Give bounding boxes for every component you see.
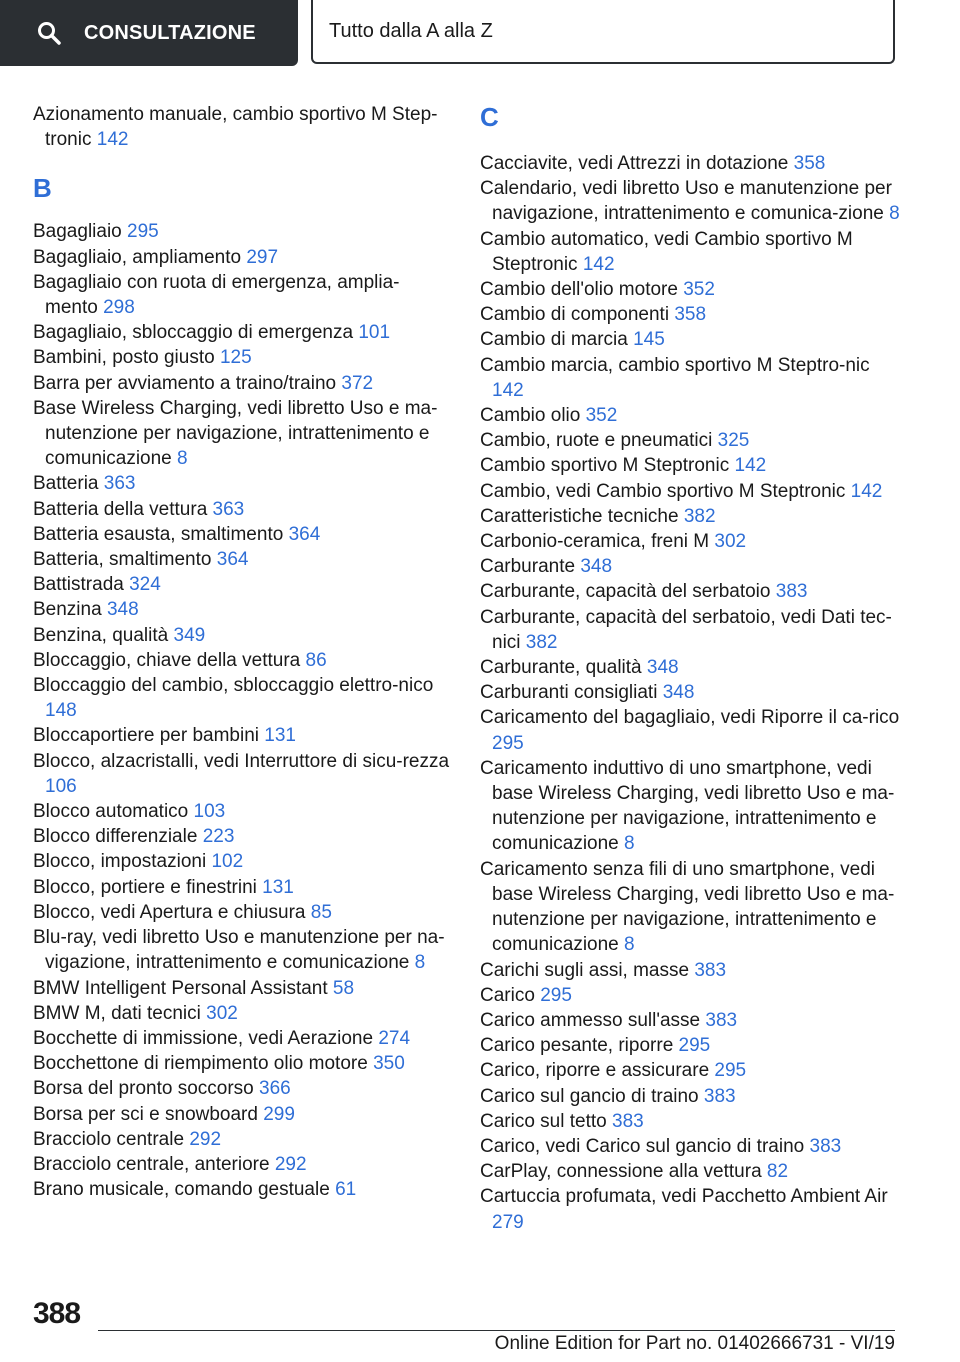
index-entry bbox=[33, 799, 451, 824]
entry-text: Caricamento induttivo di uno smartphone, vedi base Wireless Charging, vedi libretto Uso e ma‐nutenzione per navigazione, intrattenimento e comunicazione bbox=[480, 757, 895, 855]
page-reference-link[interactable]: 223 bbox=[202, 826, 235, 848]
entry-text: Cambio di marcia bbox=[480, 329, 628, 351]
page-reference-link[interactable]: 383 bbox=[809, 1135, 842, 1157]
index-entry bbox=[480, 983, 900, 1008]
page-reference-link[interactable]: 148 bbox=[45, 700, 77, 722]
entry-text: Bloccaggio, chiave della vettura bbox=[33, 649, 301, 671]
page-reference-link[interactable]: 8 bbox=[177, 448, 188, 470]
page-reference-link[interactable]: 382 bbox=[525, 631, 558, 653]
page-reference-link[interactable]: 131 bbox=[264, 725, 296, 747]
index-entry bbox=[33, 1102, 451, 1127]
page-reference-link[interactable]: 302 bbox=[206, 1002, 238, 1024]
index-entry bbox=[33, 245, 451, 270]
entry-text: Azionamento manuale, cambio sportivo M Step‐tronic bbox=[33, 104, 438, 151]
entry-text: Brano musicale, comando gestuale bbox=[33, 1179, 330, 1201]
search-icon bbox=[36, 20, 62, 46]
page-reference-link[interactable]: 295 bbox=[678, 1035, 711, 1057]
index-entry bbox=[33, 849, 451, 874]
consultazione-tab[interactable] bbox=[0, 0, 298, 66]
index-letter-heading: B bbox=[33, 173, 52, 204]
entry-text: Bagagliaio, ampliamento bbox=[33, 246, 242, 268]
index-entry bbox=[480, 453, 900, 478]
page-reference-link[interactable]: 295 bbox=[714, 1060, 747, 1082]
index-entry bbox=[480, 1033, 900, 1058]
footer-divider bbox=[98, 1330, 895, 1331]
index-entry bbox=[33, 1051, 451, 1076]
entry-text: Caricamento del bagagliaio, vedi Riporre il ca‐rico bbox=[480, 707, 900, 729]
index-entry bbox=[33, 345, 451, 370]
page-reference-link[interactable]: 358 bbox=[793, 153, 826, 174]
entry-text: Blocco, vedi Apertura e chiusura bbox=[33, 901, 306, 923]
page-reference-link[interactable]: 383 bbox=[705, 1009, 738, 1031]
index-entry bbox=[33, 547, 451, 572]
index-entry bbox=[480, 227, 900, 277]
entry-text: Benzina, qualità bbox=[33, 624, 169, 646]
index-entry bbox=[33, 371, 451, 396]
page-reference-link[interactable]: 131 bbox=[262, 876, 294, 898]
page-reference-link[interactable]: 366 bbox=[259, 1078, 291, 1100]
entry-text: Carburante bbox=[480, 556, 576, 578]
page-reference-link[interactable]: 292 bbox=[274, 1153, 307, 1175]
entry-text: Cambio dell'olio motore bbox=[480, 279, 678, 301]
entry-text: Carico, vedi Carico sul gancio di traino bbox=[480, 1135, 805, 1157]
entry-text: Carico pesante, riporre bbox=[480, 1035, 674, 1057]
page-reference-link[interactable]: 61 bbox=[335, 1179, 357, 1201]
index-entry bbox=[480, 428, 900, 453]
page-reference-link[interactable]: 142 bbox=[96, 129, 129, 151]
index-entry bbox=[33, 1001, 451, 1026]
page-reference-link[interactable]: 295 bbox=[540, 984, 572, 1006]
index-entry bbox=[33, 572, 451, 597]
index-letter-heading: C bbox=[480, 102, 499, 132]
entry-text: Base Wireless Charging, vedi libretto Uso e ma‐nutenzione per navigazione, intrattenimento e comunicazione bbox=[33, 397, 438, 470]
page-reference-link[interactable]: 298 bbox=[103, 297, 135, 319]
index-entry bbox=[480, 1184, 900, 1234]
entry-text: Cambio, ruote e pneumatici bbox=[480, 430, 713, 452]
edition-info: Online Edition for Part no. 01402666731 - VI/19 bbox=[494, 1333, 895, 1354]
page-reference-link[interactable]: 295 bbox=[127, 221, 159, 243]
index-entry bbox=[480, 1008, 900, 1033]
page-reference-link[interactable]: 363 bbox=[212, 498, 245, 520]
index-entry bbox=[33, 1177, 451, 1202]
page-reference-link[interactable]: 302 bbox=[714, 531, 747, 553]
entry-text: Batteria esausta, smaltimento bbox=[33, 523, 284, 545]
page-reference-link[interactable]: 383 bbox=[775, 581, 808, 603]
page-reference-link[interactable]: 383 bbox=[703, 1085, 736, 1107]
index-entry bbox=[33, 497, 451, 522]
entry-text: Carburante, qualità bbox=[480, 657, 642, 679]
index-entry bbox=[480, 479, 900, 504]
page-reference-link[interactable]: 82 bbox=[766, 1161, 789, 1183]
page-reference-link[interactable]: 348 bbox=[106, 599, 139, 621]
page-reference-link[interactable]: 142 bbox=[582, 253, 615, 275]
entry-text: Bracciolo centrale bbox=[33, 1128, 185, 1150]
page-reference-link[interactable]: 106 bbox=[45, 775, 77, 797]
index-entry bbox=[480, 1159, 900, 1184]
entry-text: Cambio marcia, cambio sportivo M Steptro‐nic bbox=[480, 354, 870, 376]
entry-text: Carico ammesso sull'asse bbox=[480, 1009, 701, 1031]
index-entry bbox=[480, 302, 900, 327]
entry-text: BMW M, dati tecnici bbox=[33, 1002, 201, 1024]
index-entry bbox=[480, 504, 900, 529]
entry-text: Carbonio-ceramica, freni M bbox=[480, 531, 710, 553]
entry-text: Carburante, capacità del serbatoio, vedi Dati tec‐nici bbox=[480, 606, 892, 653]
entry-text: Cartuccia profumata, vedi Pacchetto Ambient Air bbox=[480, 1186, 888, 1208]
entry-text: Bocchette di immissione, vedi Aerazione bbox=[33, 1027, 374, 1049]
entry-text: Cambio, vedi Cambio sportivo M Steptronic bbox=[480, 480, 846, 502]
index-entry bbox=[480, 958, 900, 983]
entry-text: Carico bbox=[480, 984, 535, 1006]
page-reference-link[interactable]: 364 bbox=[288, 523, 321, 545]
entry-text: Blocco, impostazioni bbox=[33, 851, 207, 873]
index-entry bbox=[33, 925, 451, 975]
page-reference-link[interactable]: 348 bbox=[646, 657, 679, 679]
page-reference-link[interactable]: 372 bbox=[341, 372, 374, 394]
entry-text: Batteria bbox=[33, 473, 99, 495]
entry-text: Carichi sugli assi, masse bbox=[480, 959, 690, 981]
index-entry bbox=[33, 1026, 451, 1051]
entry-text: Benzina bbox=[33, 599, 102, 621]
entry-text: Caricamento senza fili di uno smartphone, vedi base Wireless Charging, vedi libretto Uso e ma‐nutenzione per navigazione, intrattenimento e comunicazione bbox=[480, 858, 895, 956]
index-entry bbox=[33, 471, 451, 496]
entry-text: Carico sul tetto bbox=[480, 1110, 607, 1132]
index-entry bbox=[480, 1084, 900, 1109]
index-entry bbox=[480, 151, 900, 176]
index-entry bbox=[33, 320, 451, 345]
index-entry bbox=[480, 327, 900, 352]
page-reference-link[interactable]: 382 bbox=[683, 505, 716, 527]
entry-text: Cambio di componenti bbox=[480, 304, 670, 326]
index-entry bbox=[480, 705, 900, 755]
entry-text: Bracciolo centrale, anteriore bbox=[33, 1153, 270, 1175]
entry-text: Cambio sportivo M Steptronic bbox=[480, 455, 730, 477]
index-entry bbox=[33, 623, 451, 648]
index-entry bbox=[480, 403, 900, 428]
entry-text: Blocco, portiere e finestrini bbox=[33, 876, 257, 898]
page-reference-link[interactable]: 299 bbox=[263, 1103, 295, 1125]
index-entry bbox=[480, 353, 900, 403]
page-reference-link[interactable]: 348 bbox=[580, 556, 613, 578]
index-entry bbox=[480, 176, 900, 226]
entry-text: Cambio automatico, vedi Cambio sportivo M Steptronic bbox=[480, 228, 853, 275]
page-reference-link[interactable]: 349 bbox=[173, 624, 206, 646]
index-entry bbox=[33, 597, 451, 622]
index-entry bbox=[480, 579, 900, 604]
entry-text: Cacciavite, vedi Attrezzi in dotazione bbox=[480, 153, 789, 174]
page-reference-link[interactable]: 324 bbox=[129, 574, 161, 596]
index-entry bbox=[33, 673, 451, 723]
entry-text: Carico, riporre e assicurare bbox=[480, 1060, 710, 1082]
page-reference-link[interactable]: 8 bbox=[414, 952, 426, 974]
page-reference-link[interactable]: 297 bbox=[246, 246, 279, 268]
page-reference-link[interactable]: 8 bbox=[624, 934, 635, 956]
page-reference-link[interactable]: 348 bbox=[662, 682, 695, 704]
entry-text: Caratteristiche tecniche bbox=[480, 505, 679, 527]
page-reference-link[interactable]: 101 bbox=[358, 322, 391, 344]
index-entry bbox=[33, 875, 451, 900]
index-entry bbox=[33, 1152, 451, 1177]
page-reference-link[interactable]: 364 bbox=[216, 549, 249, 571]
index-entry bbox=[480, 857, 900, 958]
index-entry bbox=[480, 1058, 900, 1083]
page-reference-link[interactable]: 58 bbox=[332, 977, 355, 999]
page-reference-link[interactable]: 142 bbox=[734, 455, 767, 477]
page-header bbox=[0, 0, 960, 66]
page-reference-link[interactable]: 325 bbox=[717, 430, 750, 452]
page-reference-link[interactable]: 142 bbox=[492, 379, 524, 401]
index-entry bbox=[33, 976, 451, 1001]
page-reference-link[interactable]: 8 bbox=[624, 833, 635, 855]
entry-text: Cambio olio bbox=[480, 405, 581, 427]
index-column-left bbox=[33, 102, 451, 1202]
entry-text: Calendario, vedi libretto Uso e manutenzione per navigazione, intrattenimento e comunica‐zione bbox=[480, 178, 892, 225]
page-reference-link[interactable]: 279 bbox=[492, 1211, 524, 1233]
entry-text: Carburante, capacità del serbatoio bbox=[480, 581, 771, 603]
index-entry bbox=[480, 277, 900, 302]
page-reference-link[interactable]: 350 bbox=[373, 1053, 405, 1075]
index-entry bbox=[33, 396, 451, 472]
entry-text: Bagagliaio, sbloccaggio di emergenza bbox=[33, 322, 354, 344]
page-reference-link[interactable]: 142 bbox=[850, 480, 883, 502]
index-entry bbox=[480, 655, 900, 680]
index-entry bbox=[480, 680, 900, 705]
index-entry bbox=[33, 723, 451, 748]
entry-text: Borsa del pronto soccorso bbox=[33, 1078, 254, 1100]
page-number: 388 bbox=[33, 1297, 81, 1330]
section-label: CONSULTAZIONE bbox=[84, 21, 256, 44]
index-entry bbox=[33, 270, 451, 320]
page-reference-link[interactable]: 102 bbox=[211, 851, 244, 873]
index-entry bbox=[33, 824, 451, 849]
entry-text: Bambini, posto giusto bbox=[33, 347, 215, 369]
index-entry bbox=[480, 756, 900, 857]
page-reference-link[interactable]: 85 bbox=[310, 901, 332, 923]
index-entry bbox=[33, 749, 451, 799]
entry-text: Batteria, smaltimento bbox=[33, 549, 212, 571]
page-reference-link[interactable]: 103 bbox=[193, 801, 226, 823]
index-entry bbox=[33, 900, 451, 925]
index-entry bbox=[33, 1076, 451, 1101]
page-reference-link[interactable]: 145 bbox=[633, 329, 665, 351]
entry-text: Bagagliaio con ruota di emergenza, amplia‐mento bbox=[33, 271, 400, 319]
index-entry bbox=[480, 605, 900, 655]
page-reference-link[interactable]: 8 bbox=[889, 203, 900, 225]
index-entry bbox=[33, 1127, 451, 1152]
index-column-right bbox=[480, 102, 900, 1235]
entry-text: BMW Intelligent Personal Assistant bbox=[33, 977, 328, 999]
entry-text: Carburanti consigliati bbox=[480, 682, 658, 704]
entry-text: Blu-ray, vedi libretto Uso e manutenzione per na‐vigazione, intrattenimento e comunicazione bbox=[33, 927, 445, 974]
entry-text: Bloccaggio del cambio, sbloccaggio elettro‐nico bbox=[33, 675, 434, 697]
page-reference-link[interactable]: 295 bbox=[492, 732, 524, 754]
index-entry bbox=[33, 219, 451, 244]
page-reference-link[interactable]: 358 bbox=[674, 304, 707, 326]
entry-text: Bocchettone di riempimento olio motore bbox=[33, 1053, 368, 1075]
page-reference-link[interactable]: 352 bbox=[585, 405, 618, 427]
page-reference-link[interactable]: 363 bbox=[103, 473, 136, 495]
entry-text: CarPlay, connessione alla vettura bbox=[480, 1161, 762, 1183]
page-reference-link[interactable]: 125 bbox=[219, 347, 252, 369]
index-entry bbox=[33, 648, 451, 673]
entry-text: Borsa per sci e snowboard bbox=[33, 1103, 258, 1125]
entry-text: Blocco, alzacristalli, vedi Interruttore di sicu‐rezza bbox=[33, 750, 450, 772]
entry-text: Barra per avviamento a traino/traino bbox=[33, 372, 337, 394]
page-reference-link[interactable]: 383 bbox=[694, 959, 727, 981]
page-reference-link[interactable]: 383 bbox=[612, 1110, 644, 1132]
index-entry bbox=[33, 522, 451, 547]
index-entry bbox=[480, 554, 900, 579]
entry-text: Batteria della vettura bbox=[33, 498, 208, 520]
page-reference-link[interactable]: 352 bbox=[683, 279, 715, 301]
entry-text: Bagagliaio bbox=[33, 221, 122, 243]
index-entry bbox=[33, 102, 451, 152]
entry-text: Carico sul gancio di traino bbox=[480, 1085, 699, 1107]
entry-text: Bloccaportiere per bambini bbox=[33, 725, 260, 747]
page-reference-link[interactable]: 274 bbox=[378, 1027, 411, 1049]
index-entry bbox=[480, 529, 900, 554]
entry-text: Blocco automatico bbox=[33, 801, 189, 823]
page-title: Tutto dalla A alla Z bbox=[311, 0, 895, 64]
index-entry bbox=[480, 1134, 900, 1159]
page-reference-link[interactable]: 86 bbox=[305, 649, 327, 671]
page-reference-link[interactable]: 292 bbox=[189, 1128, 222, 1150]
index-entry bbox=[480, 1109, 900, 1134]
entry-text: Battistrada bbox=[33, 574, 124, 596]
entry-text: Blocco differenziale bbox=[33, 826, 198, 848]
